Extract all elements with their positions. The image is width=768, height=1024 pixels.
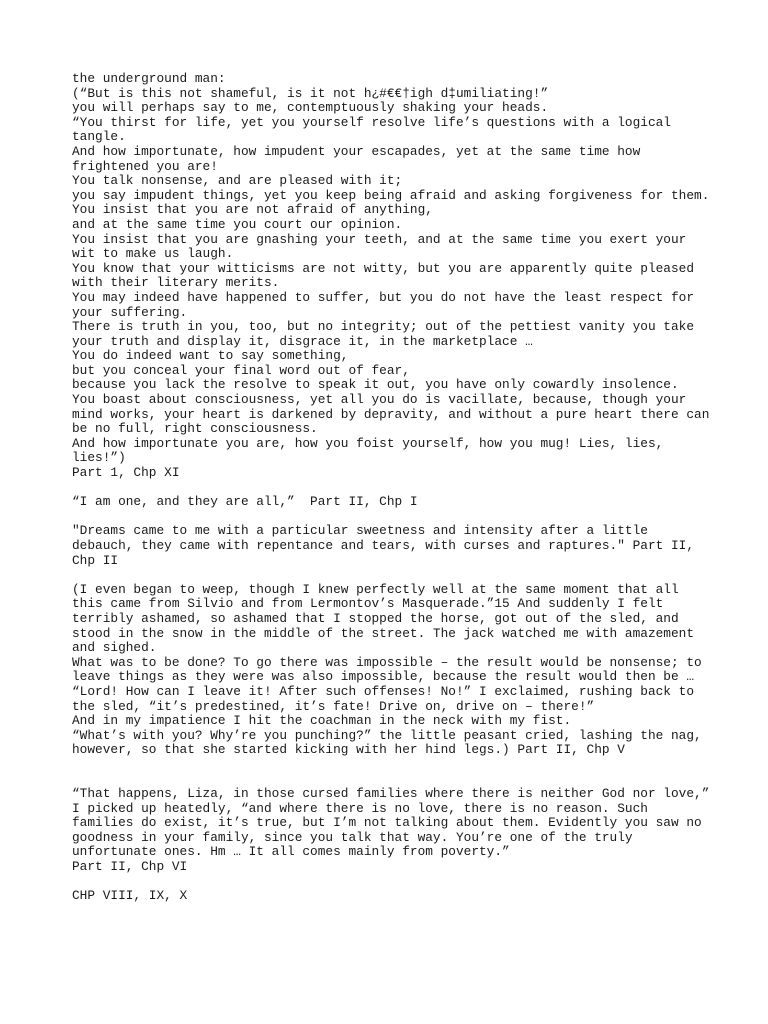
text-line: You insist that you are gnashing your teeth, and at the same time you exert your: [72, 231, 687, 247]
text-line: “What’s with you? Why’re you punching?” the little peasant cried, lashing the nag,: [72, 727, 702, 743]
text-line: because you lack the resolve to speak it out, you have only cowardly insolence.: [72, 377, 679, 393]
text-line: stood in the snow in the middle of the street. The jack watched me with amazement: [72, 625, 695, 641]
text-line: the sled, “it’s predestined, it’s fate! Drive on, drive on – there!”: [72, 698, 595, 714]
text-line: mind works, your heart is darkened by depravity, and without a pure heart there can: [72, 406, 710, 422]
text-line: You boast about consciousness, yet all you do is vacillate, because, though your: [72, 392, 687, 408]
text-line: [72, 568, 712, 583]
text-line: And how importunate you are, how you foist yourself, how you mug! Lies, lies,: [72, 435, 664, 451]
text-line: terribly ashamed, so ashamed that I stopped the horse, got out of the sled, and: [72, 610, 679, 626]
text-line: tangle.: [72, 129, 126, 145]
text-line: And how importunate, how impudent your escapades, yet at the same time how: [72, 143, 641, 159]
text-line: I picked up heatedly, “and where there is no love, there is no reason. Such: [72, 800, 648, 816]
text-line: frightened you are!: [72, 158, 218, 174]
text-line: CHP VIII, IX, X: [72, 888, 188, 904]
text-line: your truth and display it, disgrace it, in the marketplace …: [72, 333, 533, 349]
text-line: leave things as they were was also impossible, because the result would then be …: [72, 669, 695, 685]
text-line: be no full, right consciousness.: [72, 421, 318, 437]
text-line: “I am one, and they are all,” Part II, Chp I: [72, 494, 418, 510]
text-line: “You thirst for life, yet you yourself resolve life’s questions with a logical: [72, 114, 671, 130]
text-line: lies!”): [72, 450, 126, 466]
text-line: You insist that you are not afraid of anything,: [72, 202, 433, 218]
text-line: You talk nonsense, and are pleased with it;: [72, 173, 403, 189]
text-line: and sighed.: [72, 640, 157, 656]
text-line: [72, 773, 712, 788]
text-line: families do exist, it’s true, but I’m not talking about them. Evidently you saw no: [72, 815, 702, 831]
text-line: Part 1, Chp XI: [72, 465, 180, 481]
text-line: your suffering.: [72, 304, 188, 320]
text-line: You know that your witticisms are not witty, but you are apparently quite pleased: [72, 260, 695, 276]
text-line: Part II, Chp VI: [72, 859, 188, 875]
text-line: “Lord! How can I leave it! After such offenses! No!” I exclaimed, rushing back to: [72, 683, 695, 699]
text-line: “That happens, Liza, in those cursed families where there is neither God nor love,”: [72, 786, 710, 802]
text-line: Chp II: [72, 552, 119, 568]
text-line: goodness in your family, since you talk that way. You’re one of the truly: [72, 829, 633, 845]
text-line: (“But is this not shameful, is it not h¿#€€†igh d‡umiliating!”: [72, 85, 549, 101]
text-line: and at the same time you court our opinion.: [72, 216, 403, 232]
text-line: but you conceal your final word out of fear,: [72, 362, 410, 378]
text-line: [72, 875, 712, 890]
text-line: [72, 481, 712, 496]
text-line: (I even began to weep, though I knew perfectly well at the same moment that all: [72, 581, 679, 597]
text-line: unfortunate ones. Hm … It all comes mainly from poverty.”: [72, 844, 510, 860]
text-line: "Dreams came to me with a particular sweetness and intensity after a little: [72, 523, 648, 539]
text-line: There is truth in you, too, but no integrity; out of the pettiest vanity you take: [72, 319, 695, 335]
text-line: with their literary merits.: [72, 275, 280, 291]
text-line: you will perhaps say to me, contemptuously shaking your heads.: [72, 100, 549, 116]
text-line: You may indeed have happened to suffer, but you do not have the least respect for: [72, 289, 695, 305]
text-line: you say impudent things, yet you keep being afraid and asking forgiveness for them.: [72, 187, 710, 203]
text-line: wit to make us laugh.: [72, 246, 234, 262]
text-line: You do indeed want to say something,: [72, 348, 349, 364]
text-line: the underground man:: [72, 71, 226, 86]
document-page: [72, 72, 712, 904]
text-line: [72, 758, 712, 773]
text-line: however, so that she started kicking with her hind legs.) Part II, Chp V: [72, 742, 625, 758]
text-line: What was to be done? To go there was impossible – the result would be nonsense; to: [72, 654, 702, 670]
text-line: debauch, they came with repentance and tears, with curses and raptures." Part II,: [72, 538, 695, 553]
text-line: And in my impatience I hit the coachman in the neck with my fist.: [72, 713, 572, 729]
text-line: this came from Silvio and from Lermontov’s Masquerade.”15 And suddenly I felt: [72, 596, 664, 612]
text-line: [72, 510, 712, 525]
